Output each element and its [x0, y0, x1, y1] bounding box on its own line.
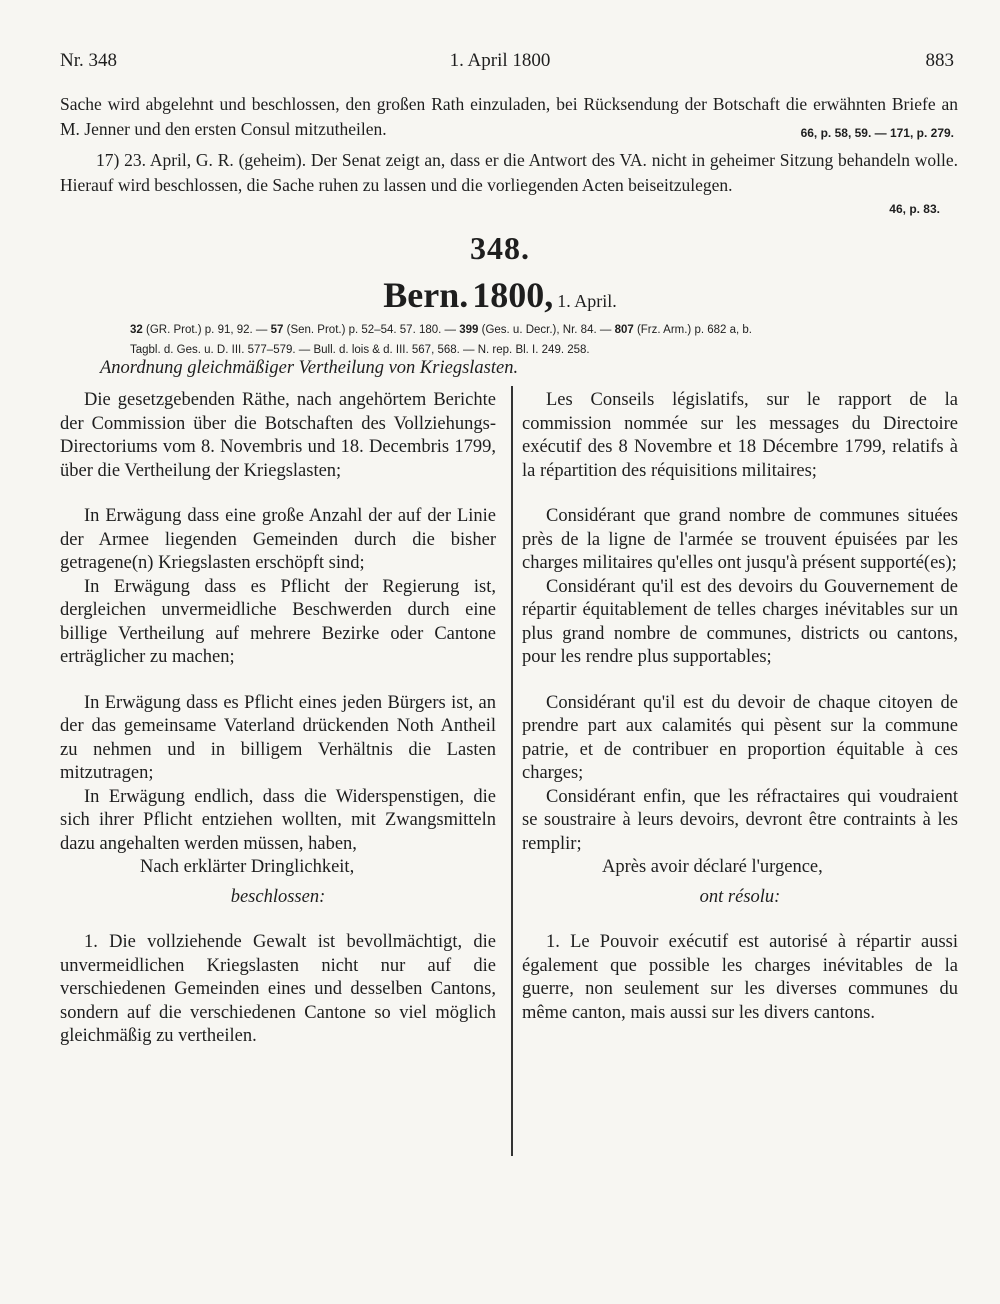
source-ref-number: 32: [130, 324, 143, 336]
german-article-1: 1. Die vollziehende Gewalt ist bevollmächtigt, die unvermeidlichen Kriegslasten nicht nur auf die verschiedenen Gemeinden eines und desselben Cantons, sondern auf die verschiedenen Cantone so viel möglich gleichmäßig zu vertheilen.: [60, 932, 496, 1046]
intro-reference-2: 46, p. 83.: [889, 202, 940, 216]
source-ref-text: (Frz. Arm.) p. 682 a, b.: [636, 324, 752, 336]
intro-reference-1: 66, p. 58, 59. — 171, p. 279.: [800, 126, 954, 140]
german-consideration-2: In Erwägung dass es Pflicht der Regierung ist, dergleichen unvermeidliche Beschwerden durch eine billige Vertheilung auf mehrere Bezirke oder Cantone erträglicher zu machen;: [60, 576, 496, 667]
source-ref-number: 399: [459, 324, 479, 336]
german-preamble: Die gesetzgebenden Räthe, nach angehörtem Berichte der Commission über die Botschaften des Vollziehungs-Directoriums vom 8. Novembris und 18. Decembris 1799, über die Vertheilung der Kriegslasten;: [60, 390, 496, 481]
french-resolved: ont résolu:: [699, 886, 781, 907]
german-column: [60, 389, 496, 1049]
intro-text-1: Sache wird abgelehnt und beschlossen, den großen Rath einzuladen, bei Rücksendung der Botschaft die erwähnten Briefe an M. Jenner und den ersten Consul mitzutheilen.: [60, 94, 958, 139]
french-consideration-2: Considérant qu'il est des devoirs du Gouvernement de répartir équitablement de telles charges inévitables sur un plus grand nombre de communes, districts ou cantons, pour les rendre plus supportables;: [522, 576, 958, 667]
french-consideration-1: Considérant que grand nombre de communes situées près de la ligne de l'armée se trouvent épuisées par les charges militaires qu'elles ont jusqu'à présent supporté(es);: [522, 506, 958, 573]
french-consideration-3: Considérant qu'il est du devoir de chaque citoyen de prendre part aux calamités qui pèsent sur la commune patrie, et de contribuer en proportion équitable à ces charges;: [522, 692, 958, 783]
french-preamble: Les Conseils législatifs, sur le rapport de la commission nommée sur les messages du Directoire exécutif des 8 Novembre et 18 Décembre 1799, relatifs à la répartition des réquisitions militaires;: [522, 390, 958, 481]
entry-place-date: [0, 274, 1000, 316]
french-column: [522, 389, 958, 1025]
entry-date: 1. April.: [557, 291, 617, 311]
page-header-date: 1. April 1800: [449, 50, 551, 71]
entry-number: 348.: [470, 230, 530, 266]
source-ref-text: (GR. Prot.) p. 91, 92. —: [146, 324, 271, 336]
french-article-1: 1. Le Pouvoir exécutif est autorisé à répartir aussi également que possible les charges inévitables de la guerre, non seulement sur les diverses communes du même canton, mais aussi sur les divers cantons.: [522, 932, 958, 1023]
source-ref-number: 807: [614, 324, 634, 336]
source-ref-number: 57: [270, 324, 284, 336]
german-consideration-1: In Erwägung dass eine große Anzahl der auf der Linie der Armee liegenden Gemeinden durch die bisher getragene(n) Kriegslasten erschöpft sind;: [60, 506, 496, 573]
source-ref-text: (Ges. u. Decr.), Nr. 84. —: [481, 324, 615, 336]
german-urgency: Nach erklärter Dringlichkeit,: [140, 857, 355, 877]
german-consideration-4: In Erwägung endlich, dass die Widerspenstigen, die sich ihrer Pflicht entziehen wollten, mit Zwangsmitteln dazu angehalten werden müssen, haben,: [60, 786, 496, 854]
french-consideration-4: Considérant enfin, que les réfractaires qui voudraient se soustraire à leurs devoirs, devront être contraints à les remplir;: [522, 786, 958, 854]
french-urgency: Après avoir déclaré l'urgence,: [602, 857, 823, 877]
source-references: [130, 320, 920, 360]
entry-place: Bern.: [383, 275, 469, 315]
source-line-1: [130, 320, 920, 340]
document-title: Anordnung gleichmäßiger Vertheilung von Kriegslasten.: [100, 358, 519, 378]
intro-text-2: 17) 23. April, G. R. (geheim). Der Senat zeigt an, dass er die Antwort des VA. nicht in geheimer Sitzung behandeln wolle. Hierauf wird beschlossen, die Sache ruhen zu lassen und die vorliegenden Acten beiseitzulegen.: [60, 150, 958, 195]
intro-paragraph-2: [60, 148, 958, 198]
column-divider: [511, 386, 513, 1156]
source-line-2: Tagbl. d. Ges. u. D. III. 577–579. — Bull. d. lois & d. III. 567, 568. — N. rep. Bl. I. 249. 258.: [130, 344, 590, 356]
german-consideration-3: In Erwägung dass es Pflicht eines jeden Bürgers ist, an der das gemeinsame Vaterland drückenden Noth Antheil zu nehmen und in billigem Verhältnis die Lasten mitzutragen;: [60, 692, 496, 783]
german-resolved: beschlossen:: [230, 886, 326, 907]
page-number: 883: [925, 50, 954, 71]
page-header-number: Nr. 348: [60, 50, 117, 71]
source-ref-text: (Sen. Prot.) p. 52–54. 57. 180. —: [286, 324, 460, 336]
entry-year: 1800,: [472, 275, 554, 315]
